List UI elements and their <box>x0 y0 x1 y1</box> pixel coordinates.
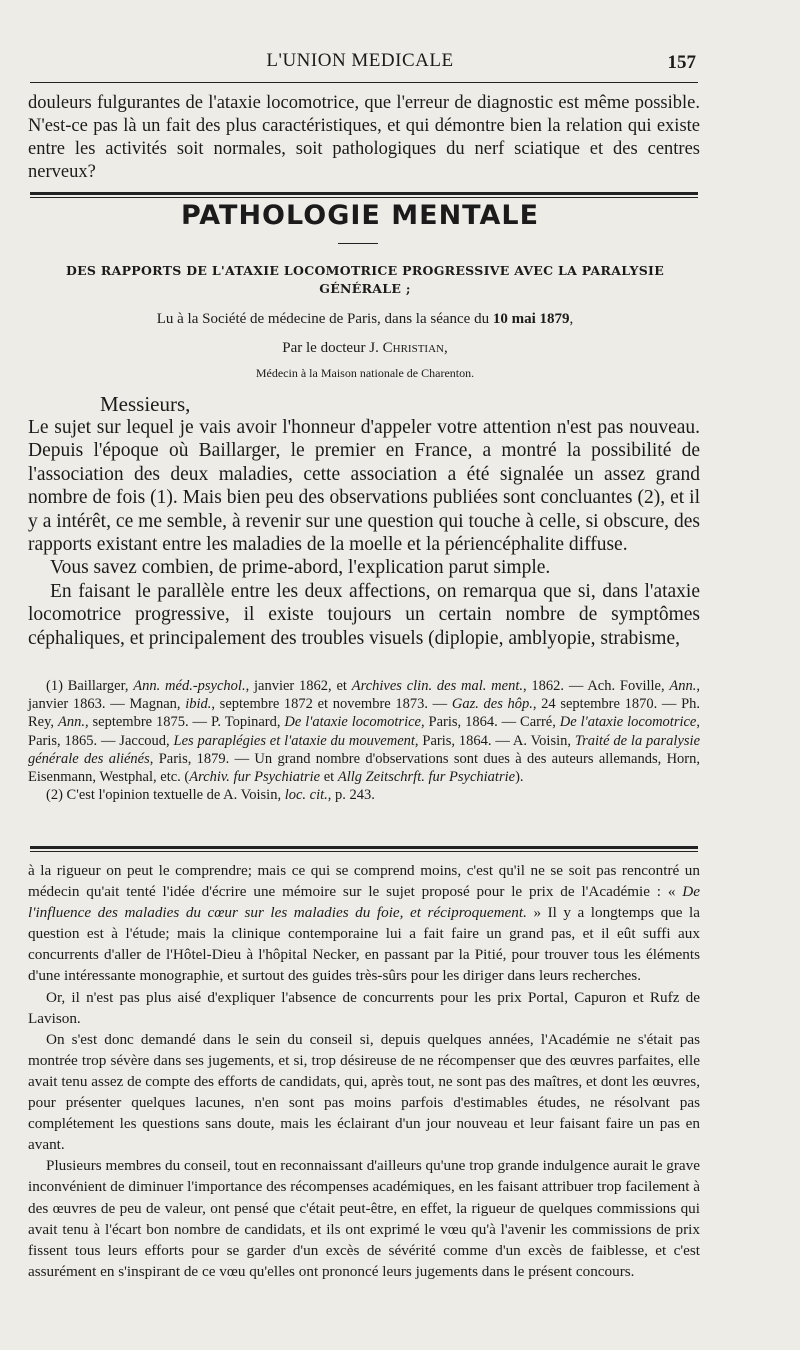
header-rule <box>30 82 698 83</box>
section-title: PATHOLOGIE MENTALE <box>180 200 540 231</box>
read-at-line: Lu à la Société de médecine de Paris, dans la séance du 10 mai 1879, <box>156 311 574 327</box>
article-title: DES RAPPORTS DE L'ATAXIE LOCOMOTRICE PROGRESSIVE AVEC LA PARALYSIE GÉNÉRALE ; <box>65 263 665 296</box>
page-header <box>0 50 800 78</box>
lower-article <box>28 860 700 1282</box>
read-at-date: 10 mai 1879 <box>492 311 570 327</box>
section-divider-bottom <box>30 197 698 198</box>
footnote-1: (1) Baillarger, Ann. méd.-psychol., janvier 1862, et Archives clin. des mal. ment., 1862. — Ach. Foville, Ann., janvier 1863. — Magnan, ibid., septembre 1872 et novembre 1873. — Gaz. des hôp., 24 septembre 1870. — Ph. Rey, Ann., septembre 1875. — P. Topinard, De l'ataxie locomotrice, Paris, 1864. — Carré, De l'ataxie locomotrice, Paris, 1865. — Jaccoud, Les paraplégies et l'ataxie du mouvement, Paris, 1864. — A. Voisin, Traité de la paralysie générale des aliénés, Paris, 1879. — Un grand nombre d'observations sont dues à des auteurs allemands, Horn, Eisenmann, Westphal, etc. (Archiv. fur Psychiatrie et Allg Zeitschrft. fur Psychiatrie). <box>28 678 701 786</box>
author-name: Christian <box>382 340 444 356</box>
footnote-2: (2) C'est l'opinion textuelle de A. Voisin, loc. cit., p. 243. <box>46 787 375 804</box>
body-paragraph: Le sujet sur lequel je vais avoir l'honneur d'appeler votre attention n'est pas nouveau. Depuis l'époque où Baillarger, le premier en France, a montré la possibilité de l'association des deux maladies, cette association a été signalée un assez grand nombre de fois (1). Mais bien peu des observations publiées sont concluantes (2), et il y a intérêt, ce me semble, à revenir sur une question qui touche à celle, si obscure, des rapports existant entre les maladies de la moelle et la périencéphalite diffuse. <box>28 417 700 556</box>
lower-paragraph: Or, il n'est pas plus aisé d'expliquer l'absence de concurrents pour les prix Portal, Capuron et Rufz de Lavison. <box>28 988 700 1027</box>
lower-divider-top <box>30 846 698 849</box>
salutation: Messieurs, <box>100 392 191 416</box>
body-paragraph: Vous savez combien, de prime-abord, l'explication parut simple. <box>50 557 551 579</box>
article-body <box>28 416 700 650</box>
page-number: 157 <box>667 52 696 73</box>
body-paragraph: En faisant le parallèle entre les deux affections, on remarqua que si, dans l'ataxie locomotrice progressive, il existe toujours un certain nombre de symptômes céphaliques, et principalement des troubles visuels (diplopie, amblyopie, strabisme, <box>28 580 700 649</box>
author-line: Par le docteur J. Christian, <box>282 340 448 356</box>
intro-text: douleurs fulgurantes de l'ataxie locomotrice, que l'erreur de diagnostic est même possible. N'est-ce pas là un fait des plus caractéristiques, et qui démontre bien la relation qui existe entre les activités soit normales, soit pathologiques du nerf sciatique et des centres nerveux? <box>28 93 700 182</box>
footnotes <box>28 677 700 804</box>
author-affiliation: Médecin à la Maison nationale de Charenton. <box>255 366 475 380</box>
lower-divider-bottom <box>30 851 698 852</box>
title-underline <box>338 243 378 244</box>
running-title: L'UNION MEDICALE <box>266 50 454 71</box>
lower-paragraph: Plusieurs membres du conseil, tout en reconnaissant d'ailleurs qu'une trop grande indulgence aurait le grave inconvénient de diminuer l'importance des récompenses académiques, en les faisant attribuer trop facilement à des œuvres de peu de valeur, ont pensé que c'était peut-être, en effet, la rigueur de quelques commissions qui avait tenu à l'écart bon nombre de candidats, et ils ont exprimé le vœu qu'à l'avenir les commissions de prix fissent tous leurs efforts pour se garder d'un excès de sévérité comme d'un excès de faiblesse, et c'est assurément en s'inspirant de ce vœu qu'elles ont prononcé leurs jugements dans le présent concours. <box>28 1157 700 1280</box>
intro-paragraph <box>28 92 700 184</box>
lower-paragraph: à la rigueur on peut le comprendre; mais ce qui se comprend moins, c'est qu'il ne se soit pas rencontré un médecin qu'ait tenté l'idée d'écrire une mémoire sur le sujet proposé pour le prix de l'Académie : « De l'influence des maladies du cœur sur les maladies du foie, et réciproquement. » Il y a longtemps que la question est à l'étude; mais la clinique contemporaine lui a fait faire un grand pas, et il eût suffi aux concurrents d'aller de l'Hôtel-Dieu à l'hôpital Necker, en passant par la Pitié, pour trouver tous les éléments d'une intéressante monographie, et surtout des guides très-sûrs pour les diriger dans leurs recherches. <box>28 862 701 985</box>
lower-paragraph: On s'est donc demandé dans le sein du conseil si, depuis quelques années, l'Académie ne s'était pas montrée trop sévère dans ses jugements, et si, trop désireuse de ne récompenser que des œuvres parfaites, elle avait tenu assez de compte des efforts de candidats, qui, après tout, ne sont pas des maîtres, et dont les œuvres, pour présenter quelques lacunes, n'en sont pas moins parfois d'estimables études, ne résolvant pas complétement les questions sans doute, mais les éclairant d'un jour nouveau et leur faisant faire un pas en avant. <box>28 1030 700 1154</box>
section-divider-top <box>30 192 698 195</box>
